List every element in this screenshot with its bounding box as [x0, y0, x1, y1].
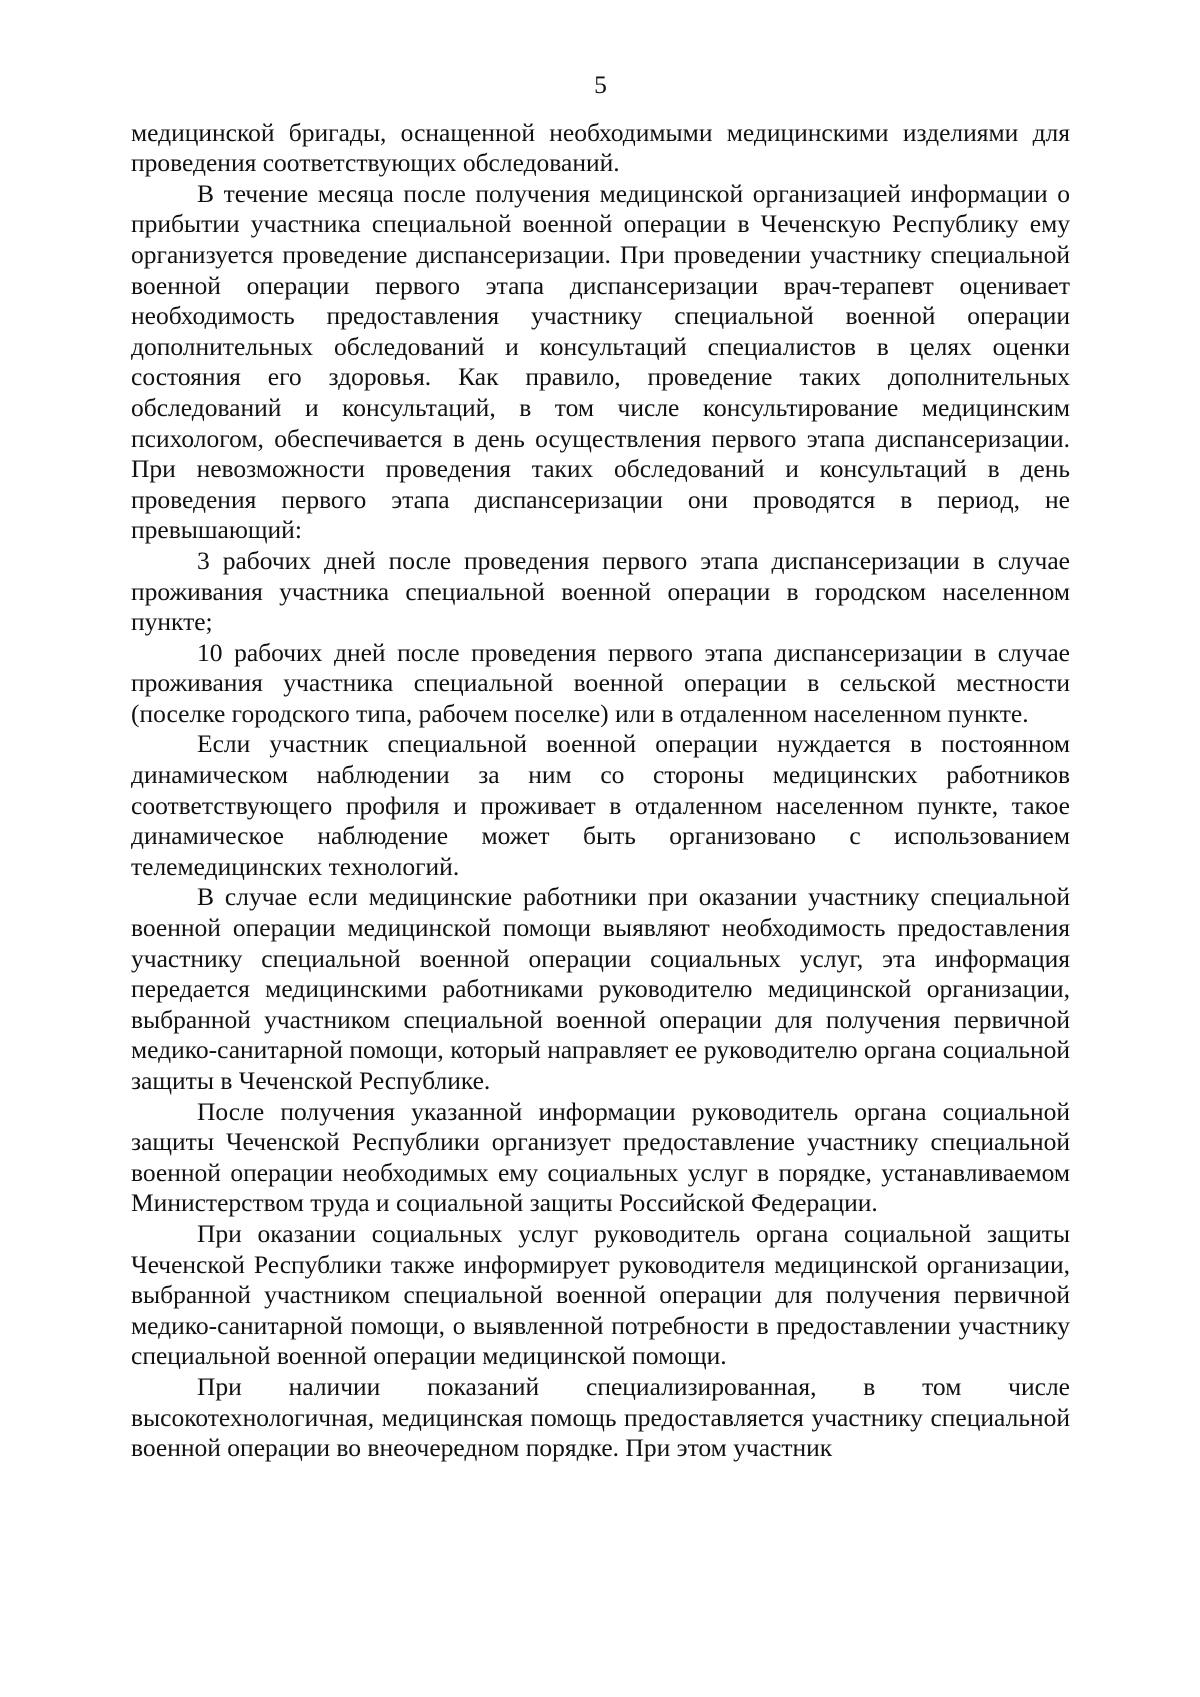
paragraph-dispensary-timing: В течение месяца после получения медицинской организацией информации о прибытии участника специальной военной операции в Чеченскую Республику ему организуется проведение диспансеризации. При проведении участнику специальной военной операции первого этапа диспансеризации врач-терапевт оценивает необходимость предоставления участнику специальной военной операции дополнительных обследований и консультаций специалистов в целях оценки состояния его здоровья. Как правило, проведение таких дополнительных обследований и консультаций, в том числе консультирование медицинским психологом, обеспечивается в день осуществления первого этапа диспансеризации. При невозможности проведения таких обследований и консультаций в день проведения первого этапа диспансеризации они проводятся в период, не превышающий:	[131, 178, 1070, 545]
paragraph-medical-need-notification: При оказании социальных услуг руководитель органа социальной защиты Чеченской Республики также информирует руководителя медицинской организации, выбранной участником специальной военной операции для получения первичной медико-санитарной помощи, о выявленной потребности в предоставлении участнику специальной военной операции медицинской помощи.	[131, 1218, 1070, 1371]
paragraph-high-tech-care: При наличии показаний специализированная, в том числе высокотехнологичная, медицинская помощь предоставляется участнику специальной военной операции во внеочередном порядке. При этом участник	[131, 1371, 1070, 1463]
page-number: 5	[594, 70, 607, 99]
paragraph-continuation: медицинской бригады, оснащенной необходимыми медицинскими изделиями для проведения соответствующих обследований.	[131, 117, 1070, 178]
paragraph-rural-deadline: 10 рабочих дней после проведения первого этапа диспансеризации в случае проживания участника специальной военной операции в сельской местности (поселке городского типа, рабочем поселке) или в отдаленном населенном пункте.	[131, 637, 1070, 728]
paragraph-urban-deadline: 3 рабочих дней после проведения первого этапа диспансеризации в случае проживания участника специальной военной операции в городском населенном пункте;	[131, 545, 1070, 637]
paragraph-telemedicine: Если участник специальной военной операции нуждается в постоянном динамическом наблюдении за ним со стороны медицинских работников соответствующего профиля и проживает в отдаленном населенном пункте, такое динамическое наблюдение может быть организовано с использованием телемедицинских технологий.	[131, 729, 1070, 881]
paragraph-social-protection-provision: После получения указанной информации руководитель органа социальной защиты Чеченской Республики организует предоставление участнику специальной военной операции необходимых ему социальных услуг в порядке, устанавливаемом Министерством труда и социальной защиты Российской Федерации.	[131, 1096, 1070, 1218]
document-page	[131, 70, 1070, 1464]
paragraph-social-services-referral: В случае если медицинские работники при оказании участнику специальной военной операции медицинской помощи выявляют необходимость предоставления участнику специальной военной операции социальных услуг, эта информация передается медицинскими работниками руководителю медицинской организации, выбранной участником специальной военной операции для получения первичной медико-санитарной помощи, который направляет ее руководителю органа социальной защиты в Чеченской Республике.	[131, 882, 1070, 1095]
